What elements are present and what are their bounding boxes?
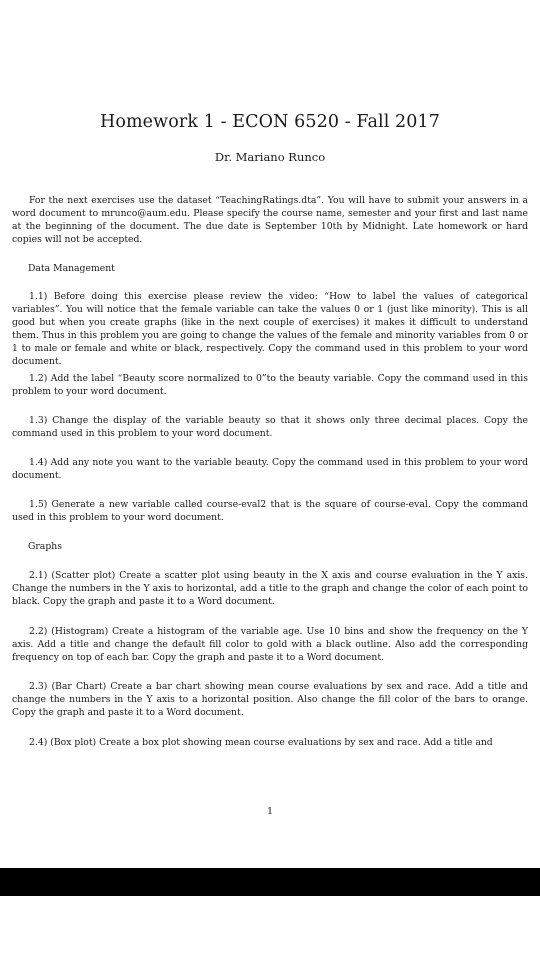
question-1-4: 1.4) Add any note you want to the variable beauty. Copy the command used in this problem to your word document. (12, 457, 528, 481)
question-2-3: 2.3) (Bar Chart) Create a bar chart showing mean course evaluations by sex and race. Add a title and change the numbers in the Y axis to a horizontal position. Also change the fill color of the bars to orange. Copy the graph and paste it to a Word document. (12, 681, 528, 718)
question-1-5: 1.5) Generate a new variable called course-eval2 that is the square of course-eval. Copy the command used in this problem to your word document. (12, 499, 528, 523)
section-heading-data-management: Data Management (28, 263, 115, 274)
question-2-4: 2.4) (Box plot) Create a box plot showing mean course evaluations by sex and race. Add a title and (29, 737, 493, 748)
intro-paragraph: For the next exercises use the dataset “TeachingRatings.dta”. You will have to submit your answers in a word document to mrunco@aum.edu. Please specify the course name, semester and your first and last name at the beginning of the document. The due date is September 10th by Midnight. Late homework or hard copies will not be accepted. (12, 195, 528, 245)
section-heading-graphs: Graphs (28, 541, 62, 552)
question-1-2: 1.2) Add the label “Beauty score normalized to 0”to the beauty variable. Copy the command used in this problem to your word document. (12, 373, 528, 397)
document-title: Homework 1 - ECON 6520 - Fall 2017 (99, 112, 440, 132)
question-1-3: 1.3) Change the display of the variable beauty so that it shows only three decimal places. Copy the command used in this problem to your word document. (12, 415, 528, 439)
page-number: 1 (266, 806, 274, 817)
question-1-1: 1.1) Before doing this exercise please review the video: “How to label the values of categorical variables”. You will notice that the female variable can take the values 0 or 1 (just like minority). This is all good but when you create graphs (like in the next couple of exercises) it makes it difficult to understand them. Thus in this problem you are going to change the values of the female and minority variables from 0 or 1 to male or female and white or black, respectively. Copy the command used in this problem to your word document. (12, 291, 528, 367)
question-2-1: 2.1) (Scatter plot) Create a scatter plot using beauty in the X axis and course evaluation in the Y axis. Change the numbers in the Y axis to horizontal, add a title to the graph and change the color of each point to black. Copy the graph and paste it to a Word document. (12, 570, 528, 607)
system-navigation-bar (0, 868, 540, 896)
document-author: Dr. Mariano Runco (214, 150, 326, 164)
question-2-2: 2.2) (Histogram) Create a histogram of the variable age. Use 10 bins and show the frequency on the Y axis. Add a title and change the default fill color to gold with a black outline. Also add the corresponding frequency on top of each bar. Copy the graph and paste it to a Word document. (12, 626, 528, 663)
bottom-blank-area (0, 896, 540, 960)
